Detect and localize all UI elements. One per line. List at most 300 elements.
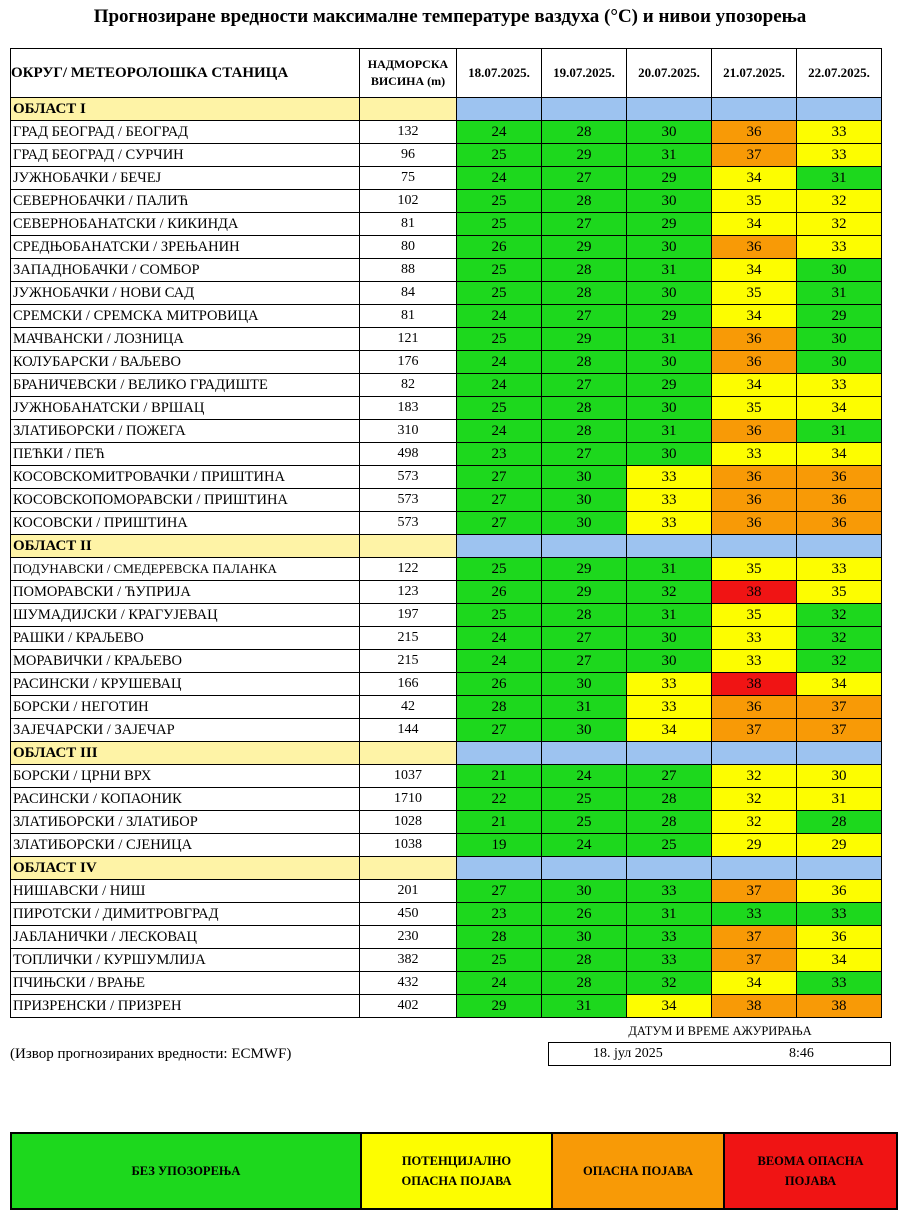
update-date: 18. јул 2025 [593,1046,663,1061]
station-name: СЕВЕРНОБАНАТСКИ / КИКИНДА [11,213,360,236]
temperature-cell: 36 [797,512,882,535]
temperature-cell: 35 [712,397,797,420]
temperature-cell: 30 [627,282,712,305]
temperature-cell: 32 [797,650,882,673]
temperature-cell: 32 [797,627,882,650]
legend-table [10,1132,898,1210]
temperature-cell: 38 [797,995,882,1018]
station-name: БОРСКИ / НЕГОТИН [11,696,360,719]
temperature-cell: 36 [712,328,797,351]
page-title: Прогнозиране вредности максималне температуре ваздуха (°C) и нивои упозорења [93,6,807,27]
altitude-value: 80 [360,236,457,259]
table-row [11,811,882,834]
temperature-cell: 33 [627,926,712,949]
temperature-cell: 25 [457,397,542,420]
altitude-value: 81 [360,305,457,328]
altitude-value: 197 [360,604,457,627]
temperature-cell: 36 [797,489,882,512]
temperature-cell: 30 [627,236,712,259]
temperature-cell: 34 [712,972,797,995]
group-date-cell [457,857,542,880]
temperature-cell: 28 [542,121,627,144]
temperature-cell: 31 [627,903,712,926]
station-name: КОСОВСКОМИТРОВАЧКИ / ПРИШТИНА [11,466,360,489]
legend-item-orange [552,1133,724,1209]
group-date-cell [457,742,542,765]
temperature-cell: 33 [627,489,712,512]
temperature-cell: 25 [457,604,542,627]
group-header-row [11,535,882,558]
temperature-cell: 25 [627,834,712,857]
altitude-value: 166 [360,673,457,696]
altitude-value: 1038 [360,834,457,857]
altitude-header-line2: ВИСИНА (m) [370,74,446,88]
station-name: ЗАЈЕЧАРСКИ / ЗАЈЕЧАР [11,719,360,742]
altitude-value: 123 [360,581,457,604]
legend-item-yellow [361,1133,552,1209]
temperature-cell: 33 [627,673,712,696]
temperature-cell: 28 [457,926,542,949]
table-row [11,190,882,213]
group-header-row [11,742,882,765]
temperature-cell: 25 [457,144,542,167]
temperature-cell: 28 [542,604,627,627]
group-date-cell [712,535,797,558]
station-name: КОСОВСКОПОМОРАВСКИ / ПРИШТИНА [11,489,360,512]
temperature-cell: 19 [457,834,542,857]
temperature-cell: 32 [627,581,712,604]
station-name: ПРИЗРЕНСКИ / ПРИЗРЕН [11,995,360,1018]
table-row [11,696,882,719]
temperature-cell: 27 [542,213,627,236]
temperature-cell: 25 [542,788,627,811]
temperature-cell: 24 [457,305,542,328]
table-row [11,995,882,1018]
table-row [11,765,882,788]
legend-item-green [11,1133,361,1209]
temperature-cell: 25 [457,328,542,351]
temperature-cell: 37 [797,719,882,742]
source-note: (Извор прогнозираних вредности: ECMWF) [10,1046,292,1062]
temperature-cell: 27 [457,466,542,489]
temperature-cell: 28 [627,788,712,811]
temperature-cell: 33 [797,558,882,581]
altitude-value: 102 [360,190,457,213]
table-row [11,834,882,857]
temperature-cell: 33 [627,466,712,489]
temperature-cell: 38 [712,995,797,1018]
table-row [11,282,882,305]
altitude-value: 215 [360,650,457,673]
temperature-cell: 31 [797,282,882,305]
temperature-cell: 37 [712,719,797,742]
update-box [548,1042,891,1066]
altitude-value: 144 [360,719,457,742]
temperature-cell: 36 [712,466,797,489]
temperature-cell: 31 [627,604,712,627]
group-date-cell [712,98,797,121]
altitude-value: 215 [360,627,457,650]
legend-row [11,1133,897,1209]
temperature-cell: 36 [712,489,797,512]
temperature-cell: 37 [712,949,797,972]
temperature-cell: 36 [797,926,882,949]
temperature-cell: 37 [797,696,882,719]
temperature-cell: 27 [457,512,542,535]
group-date-cell [797,98,882,121]
temperature-cell: 35 [712,604,797,627]
temperature-cell: 30 [542,489,627,512]
altitude-value: 573 [360,466,457,489]
station-column-header: ОКРУГ/ МЕТЕОРОЛОШКА СТАНИЦА [11,49,360,98]
temperature-cell: 35 [797,581,882,604]
temperature-cell: 26 [457,236,542,259]
temperature-cell: 24 [457,121,542,144]
altitude-value: 96 [360,144,457,167]
temperature-cell: 29 [542,328,627,351]
station-name: ЈАБЛАНИЧКИ / ЛЕСКОВАЦ [11,926,360,949]
table-row [11,443,882,466]
temperature-cell: 29 [542,236,627,259]
date-column-header: 21.07.2025. [712,49,797,98]
table-row [11,213,882,236]
temperature-cell: 33 [627,949,712,972]
station-name: НИШАВСКИ / НИШ [11,880,360,903]
station-name: МАЧВАНСКИ / ЛОЗНИЦА [11,328,360,351]
table-row [11,604,882,627]
temperature-cell: 28 [542,972,627,995]
temperature-cell: 25 [457,949,542,972]
legend-label: ВЕОМА ОПАСНА [757,1154,864,1168]
group-date-cell [542,857,627,880]
station-name: СЕВЕРНОБАЧКИ / ПАЛИЋ [11,190,360,213]
date-column-header: 22.07.2025. [797,49,882,98]
temperature-cell: 34 [712,213,797,236]
table-row [11,328,882,351]
temperature-cell: 31 [797,420,882,443]
altitude-value: 230 [360,926,457,949]
altitude-value: 573 [360,512,457,535]
altitude-value: 310 [360,420,457,443]
temperature-cell: 31 [797,167,882,190]
group-date-cell [712,742,797,765]
station-name: СРЕДЊОБАНАТСКИ / ЗРЕЊАНИН [11,236,360,259]
temperature-cell: 34 [712,305,797,328]
group-date-cell [457,535,542,558]
temperature-cell: 24 [457,351,542,374]
altitude-value: 84 [360,282,457,305]
station-name: БОРСКИ / ЦРНИ ВРХ [11,765,360,788]
temperature-cell: 26 [457,581,542,604]
temperature-cell: 25 [457,190,542,213]
table-row [11,903,882,926]
temperature-cell: 26 [542,903,627,926]
temperature-cell: 38 [712,673,797,696]
temperature-cell: 33 [797,236,882,259]
temperature-cell: 29 [797,305,882,328]
temperature-cell: 33 [797,121,882,144]
temperature-cell: 36 [712,420,797,443]
temperature-cell: 36 [712,351,797,374]
temperature-cell: 33 [712,650,797,673]
temperature-cell: 32 [712,765,797,788]
station-name: ШУМАДИЈСКИ / КРАГУЈЕВАЦ [11,604,360,627]
temperature-cell: 29 [457,995,542,1018]
temperature-cell: 33 [627,696,712,719]
temperature-cell: 29 [542,581,627,604]
temperature-cell: 27 [542,305,627,328]
group-date-cell [797,857,882,880]
group-header-row [11,98,882,121]
temperature-cell: 31 [627,259,712,282]
group-date-cell [542,535,627,558]
altitude-value: 1028 [360,811,457,834]
temperature-cell: 29 [627,305,712,328]
update-time: 8:46 [789,1046,814,1061]
temperature-cell: 36 [712,236,797,259]
altitude-value: 573 [360,489,457,512]
table-row [11,305,882,328]
temperature-cell: 29 [627,213,712,236]
table-row [11,167,882,190]
temperature-cell: 34 [712,167,797,190]
temperature-cell: 34 [797,673,882,696]
temperature-cell: 35 [712,558,797,581]
temperature-cell: 37 [712,880,797,903]
group-date-cell [797,742,882,765]
temperature-cell: 33 [797,144,882,167]
altitude-value: 1037 [360,765,457,788]
altitude-value: 1710 [360,788,457,811]
temperature-cell: 34 [712,374,797,397]
altitude-value: 81 [360,213,457,236]
temperature-cell: 30 [627,190,712,213]
legend-label: ПОЈАВА [784,1174,837,1188]
station-name: ПЕЋКИ / ПЕЋ [11,443,360,466]
temperature-cell: 24 [542,834,627,857]
temperature-cell: 33 [712,627,797,650]
altitude-value: 498 [360,443,457,466]
temperature-cell: 32 [627,972,712,995]
temperature-cell: 27 [627,765,712,788]
group-name: ОБЛАСТ IV [11,857,360,880]
temperature-cell: 27 [542,167,627,190]
temperature-cell: 30 [627,627,712,650]
altitude-value: 132 [360,121,457,144]
station-name: ЗЛАТИБОРСКИ / ПОЖЕГА [11,420,360,443]
table-row [11,581,882,604]
temperature-cell: 29 [542,558,627,581]
date-column-header: 18.07.2025. [457,49,542,98]
altitude-column-header [360,49,457,98]
altitude-value: 183 [360,397,457,420]
station-name: ЈУЖНОБАЧКИ / НОВИ САД [11,282,360,305]
group-date-cell [627,857,712,880]
altitude-header-line1: НАДМОРСКА [367,57,449,71]
station-name: БРАНИЧЕВСКИ / ВЕЛИКО ГРАДИШТЕ [11,374,360,397]
group-altitude-cell [360,857,457,880]
table-row [11,374,882,397]
temperature-cell: 24 [457,627,542,650]
table-row [11,880,882,903]
temperature-cell: 27 [542,627,627,650]
temperature-cell: 28 [542,351,627,374]
temperature-cell: 27 [542,443,627,466]
station-name: ЈУЖНОБАНАТСКИ / ВРШАЦ [11,397,360,420]
altitude-value: 432 [360,972,457,995]
altitude-value: 176 [360,351,457,374]
table-row [11,926,882,949]
altitude-value: 402 [360,995,457,1018]
altitude-value: 121 [360,328,457,351]
altitude-value: 82 [360,374,457,397]
station-name: ЗЛАТИБОРСКИ / ЗЛАТИБОР [11,811,360,834]
temperature-cell: 35 [712,190,797,213]
temperature-cell: 24 [457,374,542,397]
station-name: МОРАВИЧКИ / КРАЉЕВО [11,650,360,673]
temperature-cell: 31 [797,788,882,811]
temperature-cell: 28 [542,420,627,443]
legend-item-red [724,1133,897,1209]
update-label: ДАТУМ И ВРЕМЕ АЖУРИРАЊА [628,1024,812,1038]
temperature-cell: 36 [797,466,882,489]
temperature-cell: 23 [457,443,542,466]
altitude-value: 382 [360,949,457,972]
temperature-cell: 30 [542,466,627,489]
temperature-cell: 25 [457,213,542,236]
station-name: ЈУЖНОБАЧКИ / БЕЧЕЈ [11,167,360,190]
temperature-cell: 33 [797,972,882,995]
group-date-cell [712,857,797,880]
temperature-cell: 34 [797,949,882,972]
temperature-cell: 30 [627,650,712,673]
table-row [11,144,882,167]
temperature-cell: 21 [457,765,542,788]
table-row [11,949,882,972]
temperature-cell: 33 [712,443,797,466]
altitude-value: 201 [360,880,457,903]
station-name: ЗАПАДНОБАЧКИ / СОМБОР [11,259,360,282]
temperature-cell: 37 [712,144,797,167]
temperature-cell: 29 [627,167,712,190]
station-name: ПИРОТСКИ / ДИМИТРОВГРАД [11,903,360,926]
legend-label: ПОТЕНЦИЈАЛНО [401,1154,512,1168]
legend-label: ОПАСНА ПОЈАВА [582,1164,694,1178]
temperature-cell: 34 [627,719,712,742]
altitude-value: 450 [360,903,457,926]
table-row [11,650,882,673]
table-row [11,351,882,374]
table-row [11,236,882,259]
temperature-cell: 33 [627,880,712,903]
group-date-cell [627,742,712,765]
temperature-cell: 29 [627,374,712,397]
group-altitude-cell [360,98,457,121]
temperature-cell: 30 [797,259,882,282]
temperature-cell: 30 [542,719,627,742]
temperature-cell: 31 [542,995,627,1018]
group-name: ОБЛАСТ III [11,742,360,765]
group-date-cell [457,98,542,121]
table-row [11,259,882,282]
temperature-cell: 28 [542,190,627,213]
group-altitude-cell [360,742,457,765]
altitude-value: 88 [360,259,457,282]
station-name: ПОДУНАВСКИ / СМЕДЕРЕВСКА ПАЛАНКА [11,558,360,581]
temperature-cell: 36 [712,696,797,719]
temperature-cell: 27 [457,719,542,742]
station-name: ГРАД БЕОГРАД / БЕОГРАД [11,121,360,144]
temperature-cell: 28 [542,397,627,420]
table-header-row [11,49,882,98]
temperature-cell: 33 [797,374,882,397]
group-date-cell [627,535,712,558]
temperature-cell: 28 [797,811,882,834]
station-name: РАШКИ / КРАЉЕВО [11,627,360,650]
temperature-cell: 30 [627,443,712,466]
temperature-cell: 27 [457,489,542,512]
temperature-cell: 31 [542,696,627,719]
table-row [11,972,882,995]
temperature-cell: 30 [797,351,882,374]
temperature-cell: 30 [627,351,712,374]
table-row [11,121,882,144]
temperature-cell: 30 [627,121,712,144]
station-name: КОЛУБАРСКИ / ВАЉЕВО [11,351,360,374]
station-name: ЗЛАТИБОРСКИ / СЈЕНИЦА [11,834,360,857]
temperature-cell: 31 [627,328,712,351]
temperature-cell: 30 [542,673,627,696]
temperature-cell: 33 [712,903,797,926]
temperature-cell: 24 [542,765,627,788]
temperature-cell: 37 [712,926,797,949]
table-row [11,489,882,512]
temperature-cell: 32 [797,213,882,236]
temperature-cell: 29 [542,144,627,167]
temperature-cell: 24 [457,420,542,443]
group-date-cell [542,742,627,765]
station-name: ПЧИЊСКИ / ВРАЊЕ [11,972,360,995]
altitude-value: 122 [360,558,457,581]
table-row [11,466,882,489]
temperature-cell: 29 [797,834,882,857]
temperature-cell: 26 [457,673,542,696]
table-row [11,788,882,811]
temperature-cell: 31 [627,420,712,443]
temperature-cell: 38 [712,581,797,604]
temperature-cell: 34 [797,397,882,420]
temperature-cell: 34 [797,443,882,466]
temperature-cell: 30 [542,512,627,535]
temperature-cell: 33 [627,512,712,535]
temperature-cell: 27 [542,374,627,397]
table-body [11,98,882,1018]
table-row [11,397,882,420]
station-name: КОСОВСКИ / ПРИШТИНА [11,512,360,535]
temperature-cell: 23 [457,903,542,926]
group-date-cell [797,535,882,558]
forecast-table [10,48,882,1018]
group-header-row [11,857,882,880]
group-name: ОБЛАСТ I [11,98,360,121]
table-row [11,719,882,742]
station-name: СРЕМСКИ / СРЕМСКА МИТРОВИЦА [11,305,360,328]
temperature-cell: 33 [797,903,882,926]
table-row [11,512,882,535]
legend-label: ОПАСНА ПОЈАВА [401,1174,512,1188]
temperature-cell: 30 [797,328,882,351]
temperature-cell: 25 [542,811,627,834]
